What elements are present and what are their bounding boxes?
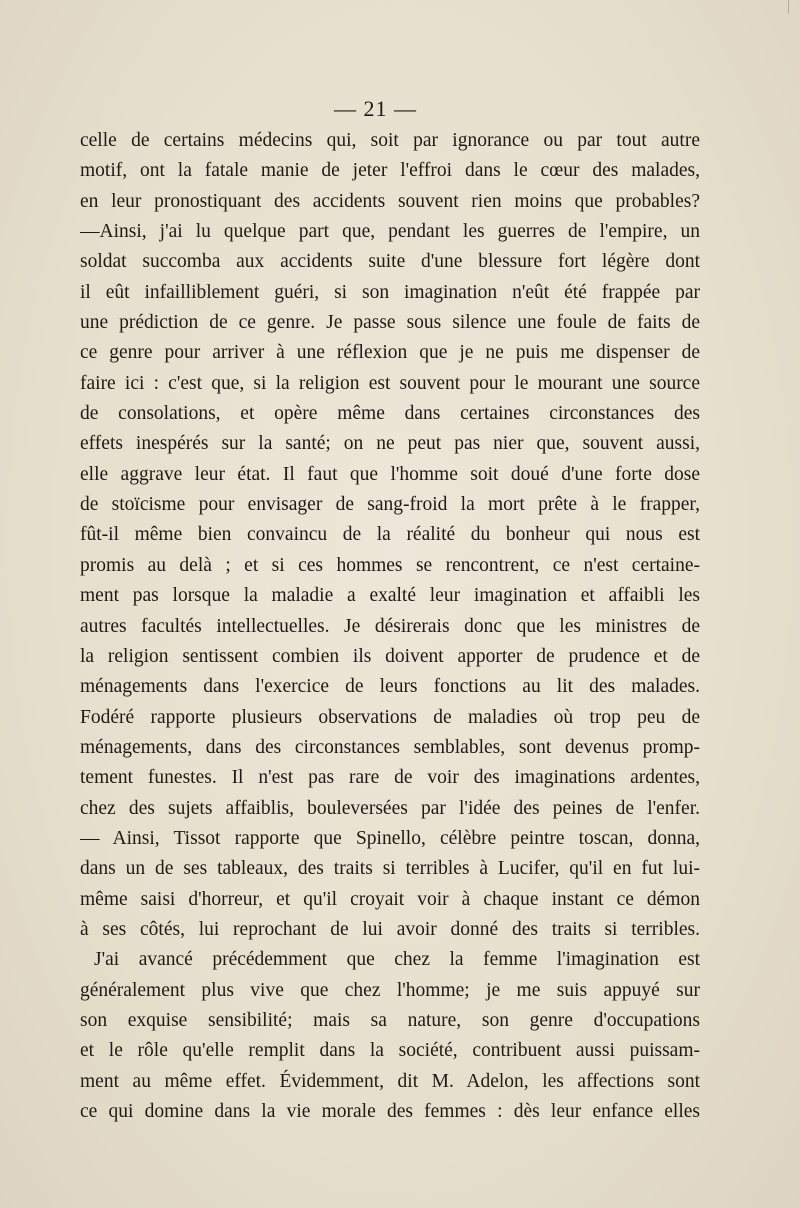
text-line: il eût infailliblement guéri, si son imagination n'eût été frappée par [80,281,700,303]
text-line: autres facultés intellectuelles. Je désirerais donc que les ministres de [80,615,700,637]
text-line: ménagements, dans des circonstances semblables, sont devenus promp- [80,736,700,758]
text-line: la religion sentissent combien ils doivent apporter de prudence et de [80,645,700,667]
text-line: dans un de ses tableaux, des traits si terribles à Lucifer, qu'il en fut lui- [80,858,700,880]
text-line: et le rôle qu'elle remplit dans la société, contribuent aussi puissam- [80,1040,700,1062]
text-line: motif, ont la fatale manie de jeter l'effroi dans le cœur des malades, [80,160,700,182]
text-line: celle de certains médecins qui, soit par ignorance ou par tout autre [80,130,700,151]
text-line: une prédiction de ce genre. Je passe sous silence une foule de faits de [80,312,700,334]
text-line: soldat succomba aux accidents suite d'une blessure fort légère dont [80,251,700,273]
text-line: tement funestes. Il n'est pas rare de voir des imaginations ardentes, [80,767,700,789]
text-line: faire ici : c'est que, si la religion est souvent pour le mourant une source [80,372,700,394]
text-line: de stoïcisme pour envisager de sang-froid la mort prête à le frapper, [80,494,700,516]
text-line: à ses côtés, lui reprochant de lui avoir donné des traits si terribles. [80,918,700,940]
text-line: son exquise sensibilité; mais sa nature, son genre d'occupations [80,1009,700,1031]
text-line: elle aggrave leur état. Il faut que l'homme soit doué d'une forte dose [80,463,700,485]
text-line: ce genre pour arriver à une réflexion que je ne puis me dispenser de [80,342,700,364]
text-line: —Ainsi, j'ai lu quelque part que, pendant les guerres de l'empire, un [80,221,700,243]
gutter-mark [788,0,789,14]
page-number: — 21 — [334,96,417,121]
text-line: généralement plus vive que chez l'homme; je me suis appuyé sur [80,979,700,1001]
text-line: même saisi d'horreur, et qu'il croyait voir à chaque instant ce démon [80,888,700,910]
text-line: ment pas lorsque la maladie a exalté leur imagination et affaibli les [80,585,700,607]
text-line: en leur pronostiquant des accidents souvent rien moins que probables? [80,190,700,212]
text-line: Fodéré rapporte plusieurs observations de maladies où trop peu de [80,706,700,728]
text-line: chez des sujets affaiblis, bouleversées par l'idée des peines de l'enfer. [80,797,700,819]
text-line: effets inespérés sur la santé; on ne peut pas nier que, souvent aussi, [80,433,700,455]
text-line: — Ainsi, Tissot rapporte que Spinello, célèbre peintre toscan, donna, [80,827,700,849]
text-line: de consolations, et opère même dans certaines circonstances des [80,403,700,425]
text-line: ménagements dans l'exercice de leurs fonctions au lit des malades. [80,676,700,698]
text-line: ment au même effet. Évidemment, dit M. Adelon, les affections sont [80,1070,700,1092]
body-text [80,126,700,1127]
text-line: fût-il même bien convaincu de la réalité du bonheur qui nous est [80,524,700,546]
text-line: J'ai avancé précédemment que chez la femme l'imagination est [94,949,700,971]
text-line: ce qui domine dans la vie morale des femmes : dès leur enfance elles [80,1101,700,1122]
text-line: promis au delà ; et si ces hommes se rencontrent, ce n'est certaine- [80,554,700,576]
